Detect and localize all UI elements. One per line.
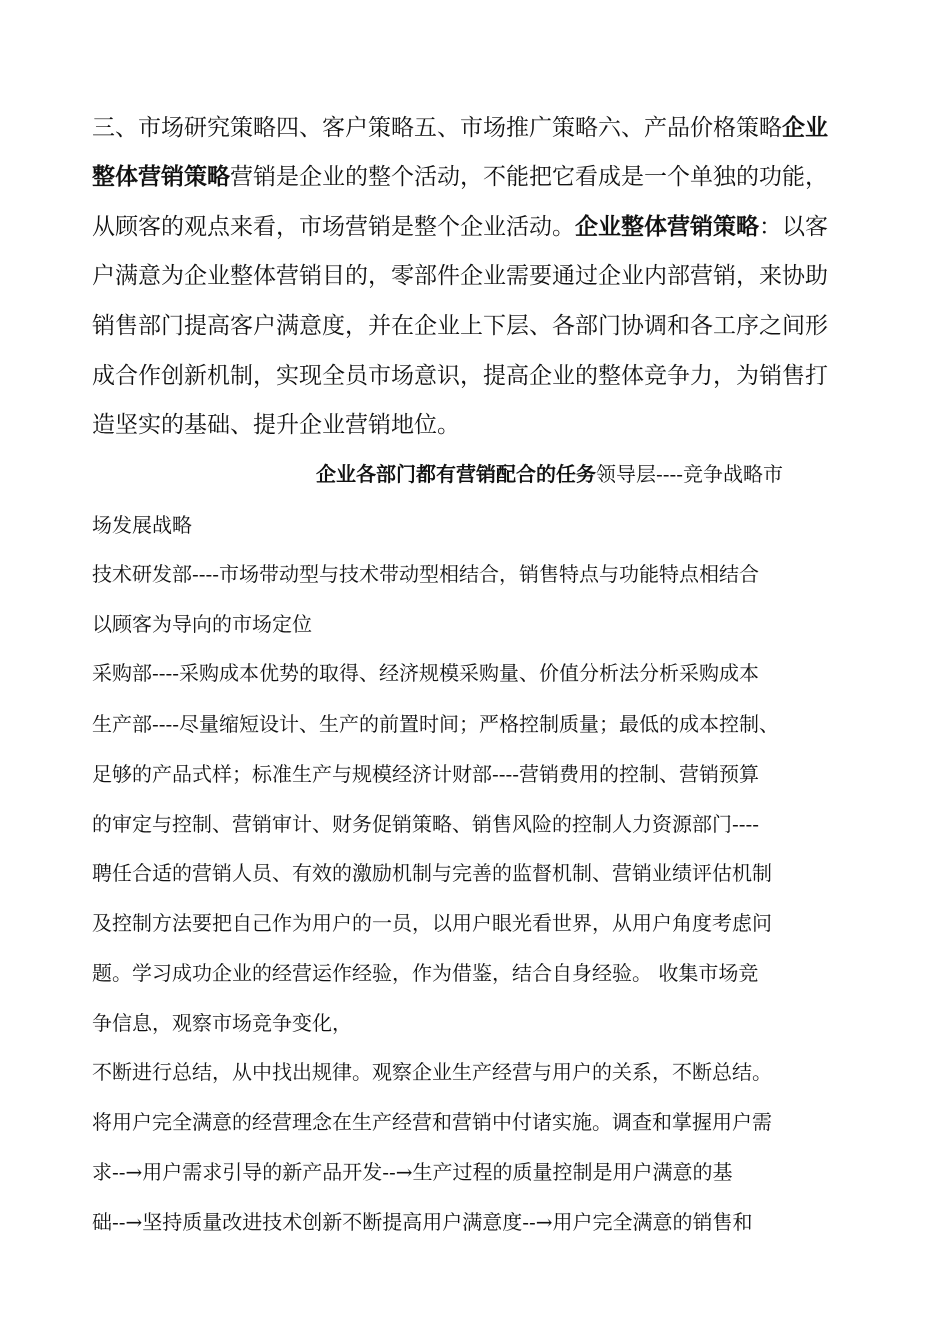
paragraph-line: 技术研发部----市场带动型与技术带动型相结合，销售特点与功能特点相结合 [92,562,760,586]
paragraph-line: 足够的产品式样；标准生产与规模经济计财部----营销费用的控制、营销预算 [92,762,760,786]
paragraph-line [92,214,862,240]
paragraph-line: 户满意为企业整体营销目的，零部件企业需要通过企业内部营销，来协助 [92,263,828,289]
paragraph-line: 础--→坚持质量改进技术创新不断提高用户满意度--→用户完全满意的销售和 [92,1210,753,1234]
paragraph-line: 销售部门提高客户满意度，并在企业上下层、各部门协调和各工序之间形 [92,313,828,339]
text-run: 领导层----竞争战略市 [596,462,784,486]
paragraph-line: 聘任合适的营销人员、有效的激励机制与完善的监督机制、营销业绩评估机制 [92,861,772,885]
paragraph-line [92,164,862,190]
bold-heading: 企业整体营销策略 [575,213,759,240]
paragraph-line: 场发展战略 [92,513,192,537]
text-run: 从顾客的观点来看，市场营销是整个企业活动。 [92,214,575,240]
paragraph-line: 争信息，观察市场竞争变化， [92,1011,352,1035]
paragraph-line: 不断进行总结，从中找出规律。观察企业生产经营与用户的关系，不断总结。 [92,1060,772,1084]
paragraph-line: 求--→用户需求引导的新产品开发--→生产过程的质量控制是用户满意的基 [92,1160,733,1184]
paragraph-line: 题。学习成功企业的经营运作经验，作为借鉴，结合自身经验。 收集市场竞 [92,961,759,985]
paragraph-line: 以顾客为导向的市场定位 [92,612,312,636]
text-run: ：以客 [759,214,828,240]
text-run: 三、市场研究策略四、客户策略五、市场推广策略六、产品价格策略 [92,115,782,141]
paragraph-line [92,115,862,141]
paragraph-line [316,463,856,485]
paragraph-line: 及控制方法要把自己作为用户的一员，以用户眼光看世界，从用户角度考虑问 [92,911,772,935]
text-run: 营销是企业的整个活动，不能把它看成是一个单独的功能， [230,164,828,190]
paragraph-line: 生产部----尽量缩短设计、生产的前置时间；严格控制质量；最低的成本控制、 [92,712,780,736]
paragraph-line: 造坚实的基础、提升企业营销地位。 [92,412,460,438]
bold-heading: 企业各部门都有营销配合的任务 [316,462,596,486]
paragraph-line: 采购部----采购成本优势的取得、经济规模采购量、价值分析法分析采购成本 [92,661,760,685]
bold-heading: 企业 [782,114,828,141]
paragraph-line: 将用户完全满意的经营理念在生产经营和营销中付诸实施。调查和掌握用户需 [92,1110,772,1134]
paragraph-line: 成合作创新机制，实现全员市场意识，提高企业的整体竞争力，为销售打 [92,363,828,389]
bold-heading: 整体营销策略 [92,163,230,190]
paragraph-line: 的审定与控制、营销审计、财务促销策略、销售风险的控制人力资源部门---- [92,812,760,836]
